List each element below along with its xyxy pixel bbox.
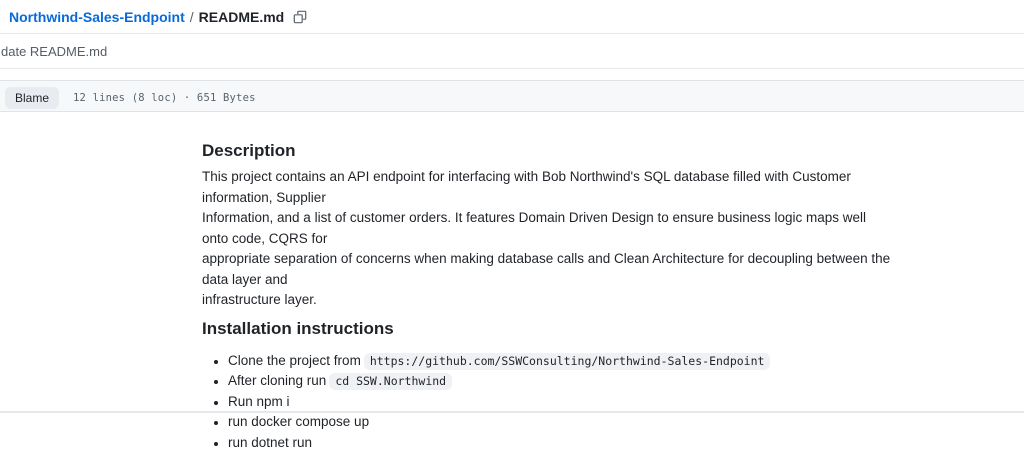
breadcrumb-row bbox=[0, 0, 1024, 34]
readme-content bbox=[202, 112, 894, 453]
inline-code: cd SSW.Northwind bbox=[329, 373, 452, 390]
bullet-text: Clone the project from bbox=[228, 353, 361, 368]
repo-link[interactable]: Northwind-Sales-Endpoint bbox=[9, 7, 185, 27]
list-item bbox=[228, 371, 894, 392]
bullet-text: After cloning run bbox=[228, 373, 326, 388]
copy-icon bbox=[293, 10, 307, 24]
paragraph-line: Information, and a list of customer orders. It features Domain Driven Design to ensure business logic maps well onto code, CQRS for bbox=[202, 208, 894, 249]
commit-row bbox=[0, 35, 1024, 69]
bullet-text: Run npm i bbox=[228, 394, 290, 409]
description-heading: Description bbox=[202, 140, 894, 162]
paragraph-line: This project contains an API endpoint for interfacing with Bob Northwind's SQL database filled with Customer information, Supplier bbox=[202, 167, 894, 208]
list-item bbox=[228, 351, 894, 372]
bullet-text: run docker compose up bbox=[228, 414, 369, 429]
breadcrumb-separator: / bbox=[190, 7, 194, 27]
breadcrumb bbox=[9, 7, 309, 27]
file-info-text: 12 lines (8 loc) · 651 Bytes bbox=[73, 92, 256, 104]
copy-path-button[interactable] bbox=[291, 8, 309, 26]
list-item bbox=[228, 433, 894, 453]
content-bottom-border bbox=[0, 411, 1024, 413]
file-name: README.md bbox=[199, 7, 285, 27]
bullet-text: run dotnet run bbox=[228, 435, 312, 450]
paragraph-line: infrastructure layer. bbox=[202, 290, 894, 311]
installation-heading: Installation instructions bbox=[202, 318, 894, 340]
list-item bbox=[228, 412, 894, 433]
blame-button[interactable]: Blame bbox=[5, 87, 59, 109]
installation-list bbox=[202, 351, 894, 453]
file-header-bar bbox=[0, 80, 1024, 112]
commit-message-link[interactable]: date README.md bbox=[1, 44, 107, 59]
list-item bbox=[228, 392, 894, 413]
description-paragraph bbox=[202, 167, 894, 311]
inline-code: https://github.com/SSWConsulting/Northwind-Sales-Endpoint bbox=[364, 353, 771, 370]
paragraph-line: appropriate separation of concerns when making database calls and Clean Architecture for decoupling between the data layer and bbox=[202, 249, 894, 290]
